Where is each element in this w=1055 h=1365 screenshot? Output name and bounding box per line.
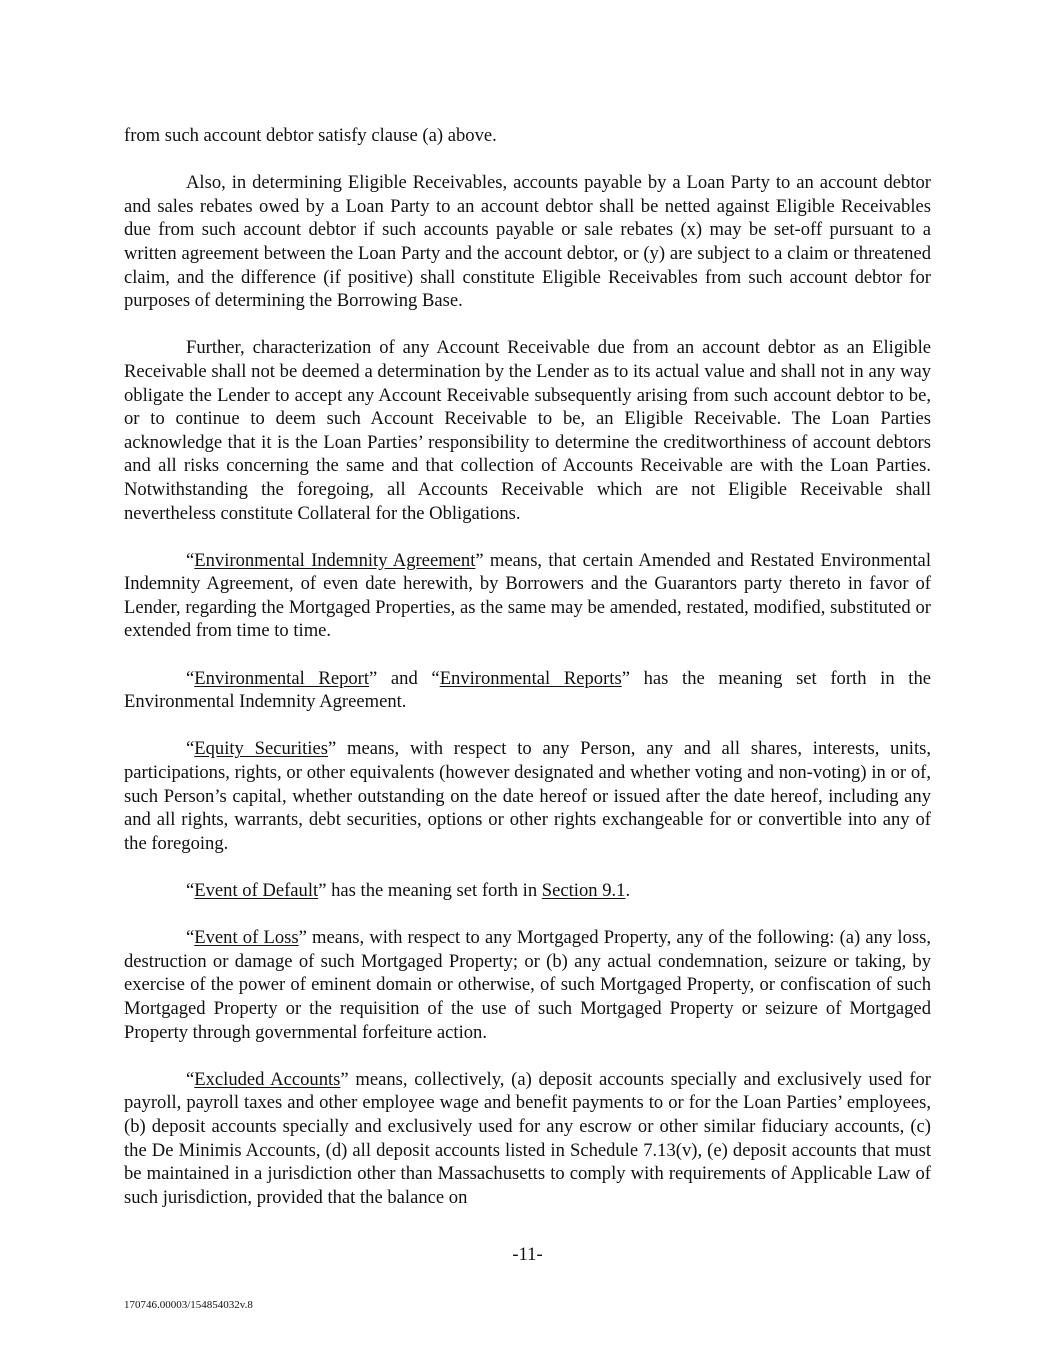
defined-term: Excluded Accounts [194, 1068, 341, 1090]
page-number: -11- [512, 1244, 543, 1265]
document-body [124, 124, 931, 1233]
definition-equity-securities [124, 737, 931, 855]
definition-excluded-accounts [124, 1068, 931, 1210]
defined-term: Equity Securities [194, 738, 328, 760]
defined-term: Event of Loss [194, 927, 299, 949]
paragraph-netting: Also, in determining Eligible Receivables, accounts payable by a Loan Party to an account debtor and sales rebates owed by a Loan Party to an account debtor shall be netted against Eligible Receivables due from such account debtor if such accounts payable or sale rebates (x) may be set-off pursuant to a written agreement between the Loan Party and the account debtor, or (y) are subject to a claim or threatened claim, and the difference (if positive) shall constitute Eligible Receivables from such account debtor for purposes of determining the Borrowing Base. [124, 172, 931, 312]
definition-text: ” means, that certain Amended and Restated Environmental Indemnity Agreement, of even date herewith, by Borrowers and the Guarantors party thereto in favor of Lender, regarding the Mortgaged Properties, as the same may be amended, restated, modified, substituted or extended from time to time. [124, 549, 931, 642]
definition-text: ” means, collectively, (a) deposit accounts specially and exclusively used for payroll, payroll taxes and other employee wage and benefit payments to or for the Loan Parties’ employees, (b) deposit accounts specially and exclusively used for any escrow or other similar fiduciary accounts, (c) the De Minimis Accounts, (d) all deposit accounts listed in Schedule 7.13(v), (e) deposit accounts that must be maintained in a jurisdiction other than Massachusetts to comply with requirements of Applicable Law of such jurisdiction, provided that the balance on [124, 1068, 931, 1208]
definition-event-of-default [124, 879, 931, 903]
definition-text: ” means, with respect to any Mortgaged Property, any of the following: (a) any loss, destruction or damage of such Mortgaged Property; or (b) any actual condemnation, seizure or taking, by exercise of the power of eminent domain or otherwise, of such Mortgaged Property, or confiscation of such Mortgaged Property or the requisition of the use of such Mortgaged Property or seizure of Mortgaged Property through governmental forfeiture action. [124, 927, 931, 1043]
definition-environmental-report [124, 667, 931, 714]
quote-open: “ [186, 927, 195, 949]
quote-open: “ [186, 1068, 195, 1090]
definition-text: ” has the meaning set forth in [318, 880, 542, 901]
quote-open: “ [186, 667, 195, 689]
definition-text: ” means, with respect to any Person, any and all shares, interests, units, participations, rights, or other equivalents (however designated and whether voting and non-voting) in or of, such Person’s capital, whether outstanding on the date hereof or issued after the date hereof, including any and all rights, warrants, debt securities, options or other rights exchangeable for or convertible into any of the foregoing. [124, 738, 931, 854]
paragraph-continuation: from such account debtor satisfy clause (a) above. [124, 125, 497, 146]
definition-text: . [625, 880, 631, 901]
section-reference: Section 9.1 [541, 880, 626, 901]
defined-term: Environmental Indemnity Agreement [194, 549, 476, 571]
paragraph-characterization: Further, characterization of any Account Receivable due from an account debtor as an Eligible Receivable shall not be deemed a determination by the Lender as to its actual value and shall not in any way obligate the Lender to accept any Account Receivable subsequently arising from such account debtor to be, or to continue to deem such Account Receivable to be, an Eligible Receivable. The Loan Parties acknowledge that it is the Loan Parties’ responsibility to determine the creditworthiness of account debtors and all risks concerning the same and that collection of Accounts Receivable are with the Loan Parties. Notwithstanding the foregoing, all Accounts Receivable which are not Eligible Receivable shall nevertheless constitute Collateral for the Obligations. [124, 337, 931, 524]
defined-term: Event of Default [194, 880, 319, 901]
definition-text: ” has the meaning set forth in the Environmental Indemnity Agreement. [124, 667, 931, 713]
quote-open: “ [186, 549, 195, 571]
quote-open: “ [186, 880, 195, 901]
definition-environmental-indemnity-agreement [124, 549, 931, 643]
defined-term-2: Environmental Reports [439, 667, 622, 689]
document-id: 170746.00003/154854032v.8 [124, 1299, 253, 1311]
quote-open: “ [186, 738, 195, 760]
definition-event-of-loss [124, 926, 931, 1044]
defined-term: Environmental Report [194, 667, 370, 689]
definition-text: ” and “ [369, 667, 440, 689]
